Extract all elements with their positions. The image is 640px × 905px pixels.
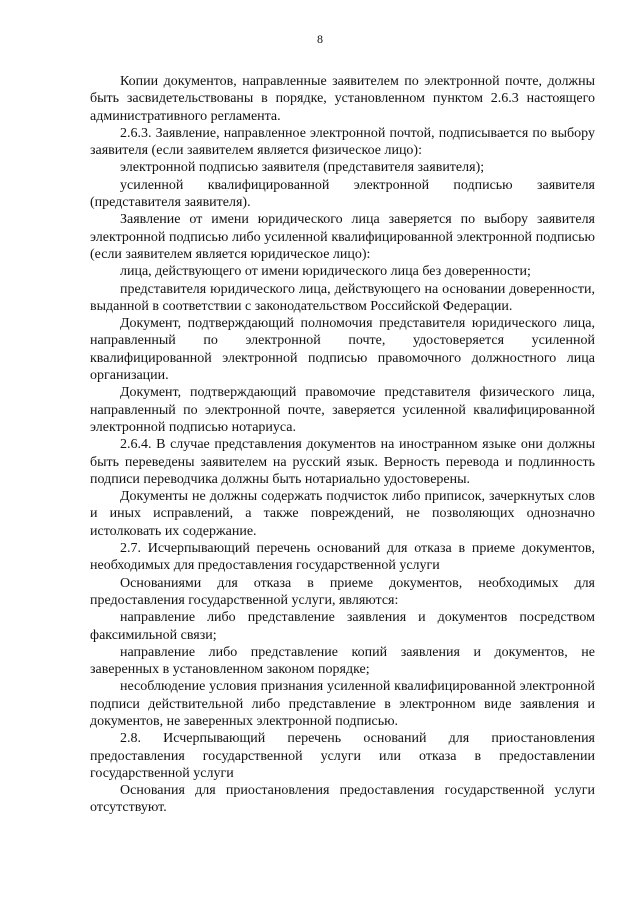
paragraph: направление либо представление заявления и документов посредством факсимильной связи; (90, 610, 595, 643)
paragraph: 2.7. Исчерпывающий перечень оснований для отказа в приеме документов, необходимых для предоставления государственной услуги (90, 541, 595, 574)
paragraph: лица, действующего от имени юридического лица без доверенности; (120, 264, 531, 280)
paragraph: Документ, подтверждающий полномочия представителя юридического лица, направленный по электронной почте, удостоверяется усиленной квалифицированной электронной подписью правомочного должностного лица организации. (90, 316, 595, 384)
paragraph: Основаниями для отказа в приеме документов, необходимых для предоставления государственной услуги, являются: (90, 575, 595, 608)
paragraph: 2.8. Исчерпывающий перечень оснований для приостановления предоставления государственной услуги или отказа в предоставлении государственной услуги (90, 731, 595, 781)
paragraph: направление либо представление копий заявления и документов, не заверенных в установленном законом порядке; (90, 644, 595, 678)
paragraph: Заявление от имени юридического лица заверяется по выбору заявителя электронной подписью либо усиленной квалифицированной электронной подписью (если заявителем является юридическое лицо): (90, 212, 595, 262)
paragraph: Документы не должны содержать подчисток либо приписок, зачеркнутых слов и иных исправлений, а также повреждений, не позволяющих однозначно истолковать их содержание. (90, 489, 595, 539)
paragraph: представителя юридического лица, действующего на основании доверенности, выданной в соответствии с законодательством Российской Федерации. (90, 281, 595, 314)
paragraph: усиленной квалифицированной электронной подписью заявителя (представителя заявителя). (90, 177, 595, 211)
document-body (90, 73, 595, 817)
paragraph: Документ, подтверждающий правомочие представителя физического лица, направленный по электронной почте, заверяется усиленной квалифицированной электронной подписью нотариуса. (90, 385, 595, 435)
paragraph: 2.6.3. Заявление, направленное электронной почтой, подписывается по выбору заявителя (если заявителем является физическое лицо): (90, 125, 595, 159)
page-number: 8 (317, 32, 323, 46)
paragraph: несоблюдение условия признания усиленной квалифицированной электронной подписи действительной либо представление в электронном виде заявления и документов, не заверенных электронной подписью. (90, 679, 595, 729)
paragraph: Основания для приостановления предоставления государственной услуги отсутствуют. (90, 783, 595, 816)
paragraph: Копии документов, направленные заявителем по электронной почте, должны быть засвидетельствованы в порядке, установленном пунктом 2.6.3 настоящего административного регламента. (90, 74, 595, 124)
paragraph: электронной подписью заявителя (представителя заявителя); (120, 160, 485, 176)
paragraph: 2.6.4. В случае представления документов на иностранном языке они должны быть переведены заявителем на русский язык. Верность перевода и подлинность подписи переводчика должны быть нотариально удостоверены. (90, 437, 595, 487)
